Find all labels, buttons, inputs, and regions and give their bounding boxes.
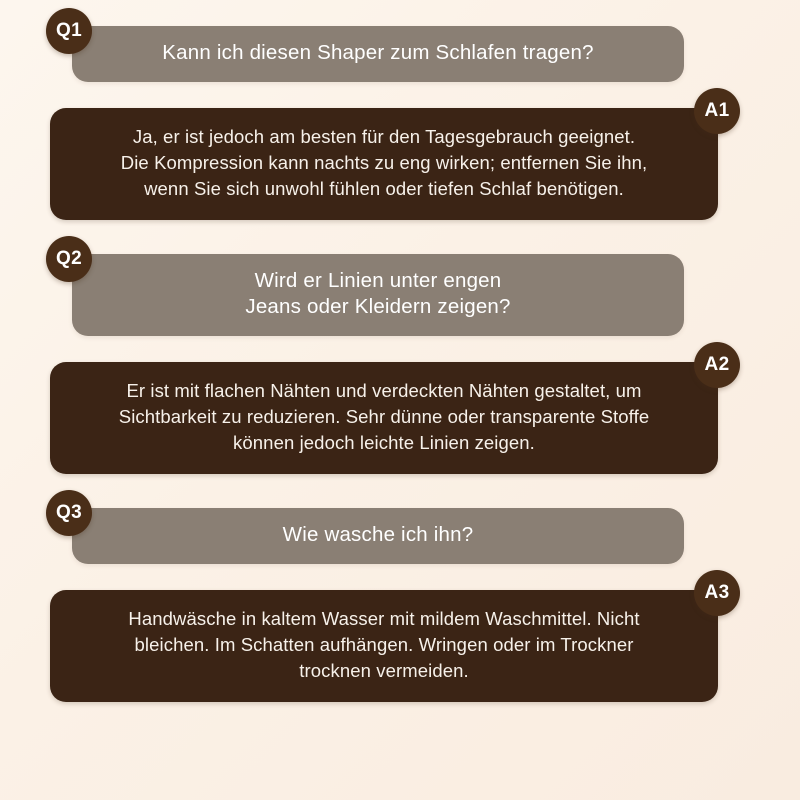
- answer-bubble-1: [50, 108, 718, 220]
- question-bubble-1: [72, 26, 684, 82]
- question-line: Kann ich diesen Shaper zum Schlafen tragen?: [162, 41, 594, 64]
- question-row-1: [56, 20, 684, 82]
- question-badge-2: Q2: [46, 236, 92, 282]
- question-row-3: [56, 502, 684, 564]
- faq-item-2: [40, 247, 760, 474]
- answer-bubble-2: [50, 362, 718, 474]
- answer-line: Ja, er ist jedoch am besten für den Tagesgebrauch geeignet.: [132, 126, 636, 148]
- answer-line: können jedoch leichte Linien zeigen.: [233, 432, 535, 454]
- question-bubble-2: [72, 254, 684, 336]
- answer-row-1: [50, 100, 730, 220]
- question-bubble-3: [72, 508, 684, 564]
- faq-item-1: [40, 20, 760, 220]
- answer-line: wenn Sie sich unwohl fühlen oder tiefen Schlaf benötigen.: [144, 178, 624, 200]
- answer-line: trocknen vermeiden.: [299, 660, 469, 682]
- answer-line: Die Kompression kann nachts zu eng wirken; entfernen Sie ihn,: [120, 152, 648, 174]
- answer-bubble-3: [50, 590, 718, 702]
- answer-badge-1: A1: [694, 88, 740, 134]
- faq-item-3: [40, 502, 760, 702]
- question-line: Jeans oder Kleidern zeigen?: [245, 295, 511, 319]
- answer-badge-2: A2: [694, 342, 740, 388]
- answer-line: bleichen. Im Schatten aufhängen. Wringen oder im Trockner: [134, 634, 634, 656]
- question-row-2: [56, 247, 684, 336]
- question-badge-3: Q3: [46, 490, 92, 536]
- question-line: Wird er Linien unter engen: [254, 268, 502, 292]
- answer-badge-3: A3: [694, 570, 740, 616]
- answer-row-2: [50, 354, 730, 474]
- answer-row-3: [50, 582, 730, 702]
- answer-line: Sichtbarkeit zu reduzieren. Sehr dünne oder transparente Stoffe: [118, 406, 650, 428]
- question-line: Wie wasche ich ihn?: [282, 523, 474, 547]
- question-badge-1: Q1: [46, 8, 92, 54]
- answer-line: Handwäsche in kaltem Wasser mit mildem Waschmittel. Nicht: [128, 608, 640, 630]
- answer-line: Er ist mit flachen Nähten und verdeckten Nähten gestaltet, um: [126, 380, 642, 402]
